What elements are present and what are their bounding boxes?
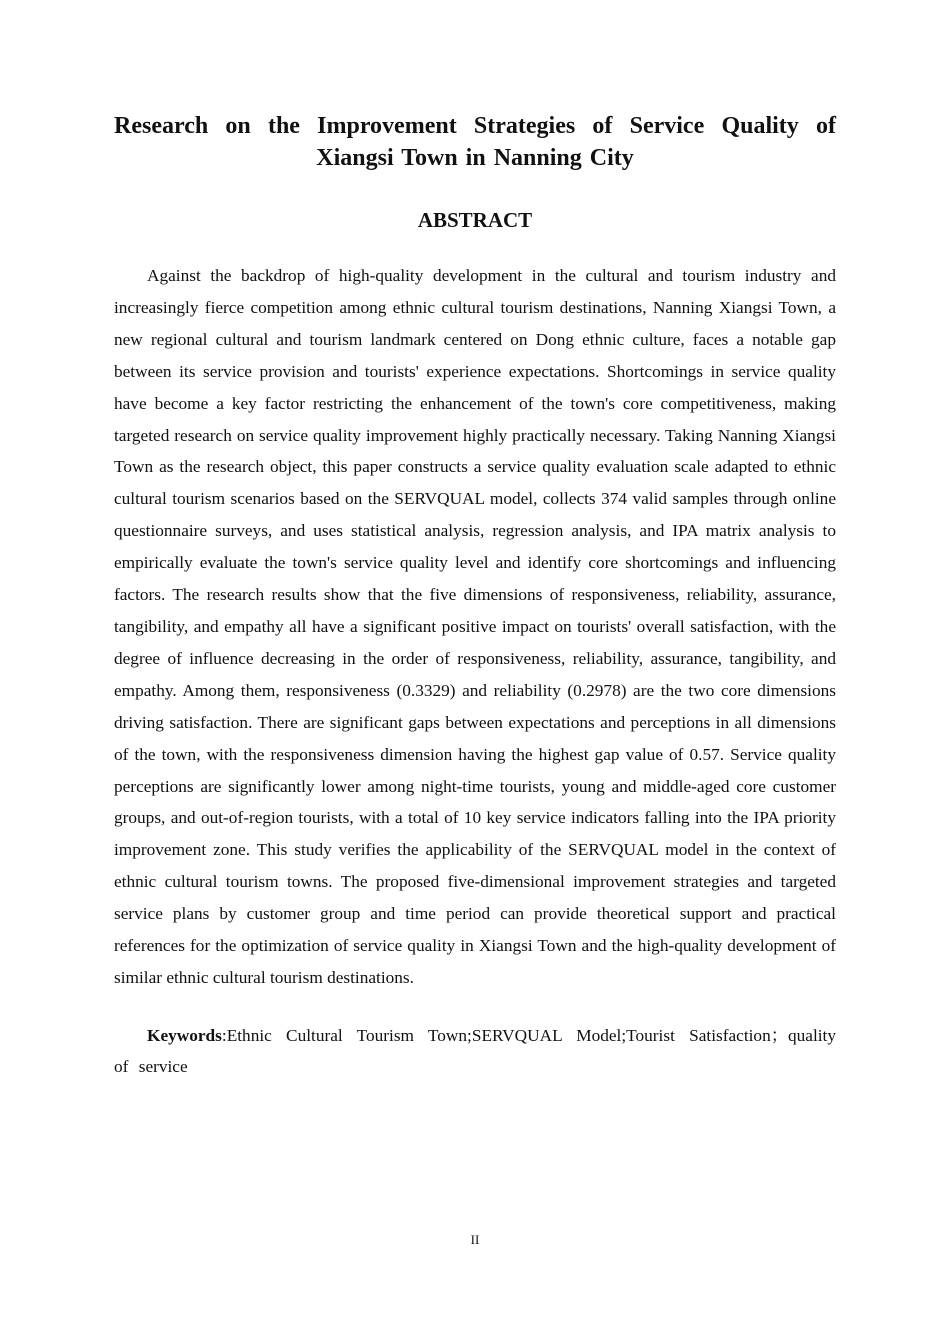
abstract-heading: ABSTRACT — [417, 208, 533, 232]
keywords-line — [114, 1020, 836, 1082]
document-page — [114, 110, 836, 1082]
keywords-text: :Ethnic Cultural Tourism Town;SERVQUAL Model;Tourist Satisfaction；quality of service — [114, 1025, 836, 1076]
page-number: II — [470, 1232, 480, 1247]
paper-title: Research on the Improvement Strategies of Service Quality of Xiangsi Town in Nanning City — [114, 113, 836, 171]
keywords-label: Keywords — [147, 1025, 222, 1045]
abstract-paragraph: Against the backdrop of high-quality development in the cultural and tourism industry and increasingly fierce competition among ethnic cultural tourism destinations, Nanning Xiangsi Town, a new regional cultural and tourism landmark centered on Dong ethnic culture, faces a notable gap between its service provision and tourists' experience expectations. Shortcomings in service quality have become a key factor restricting the enhancement of the town's core competitiveness, making targeted research on service quality improvement highly practically necessary. Taking Nanning Xiangsi Town as the research object, this paper constructs a service quality evaluation scale adapted to ethnic cultural tourism scenarios based on the SERVQUAL model, collects 374 valid samples through online questionnaire surveys, and uses statistical analysis, regression analysis, and IPA matrix analysis to empirically evaluate the town's service quality level and identify core shortcomings and influencing factors. The research results show that the five dimensions of responsiveness, reliability, assurance, tangibility, and empathy all have a significant positive impact on tourists' overall satisfaction, with the degree of influence decreasing in the order of responsiveness, reliability, assurance, tangibility, and empathy. Among them, responsiveness (0.3329) and reliability (0.2978) are the two core dimensions driving satisfaction. There are significant gaps between expectations and perceptions in all dimensions of the town, with the responsiveness dimension having the highest gap value of 0.57. Service quality perceptions are significantly lower among night-time tourists, young and middle-aged core customer groups, and out-of-region tourists, with a total of 10 key service indicators falling into the IPA priority improvement zone. This study verifies the applicability of the SERVQUAL model in the context of ethnic cultural tourism towns. The proposed five-dimensional improvement strategies and targeted service plans by customer group and time period can provide theoretical support and practical references for the optimization of service quality in Xiangsi Town and the high-quality development of similar ethnic cultural tourism destinations. — [114, 266, 836, 987]
